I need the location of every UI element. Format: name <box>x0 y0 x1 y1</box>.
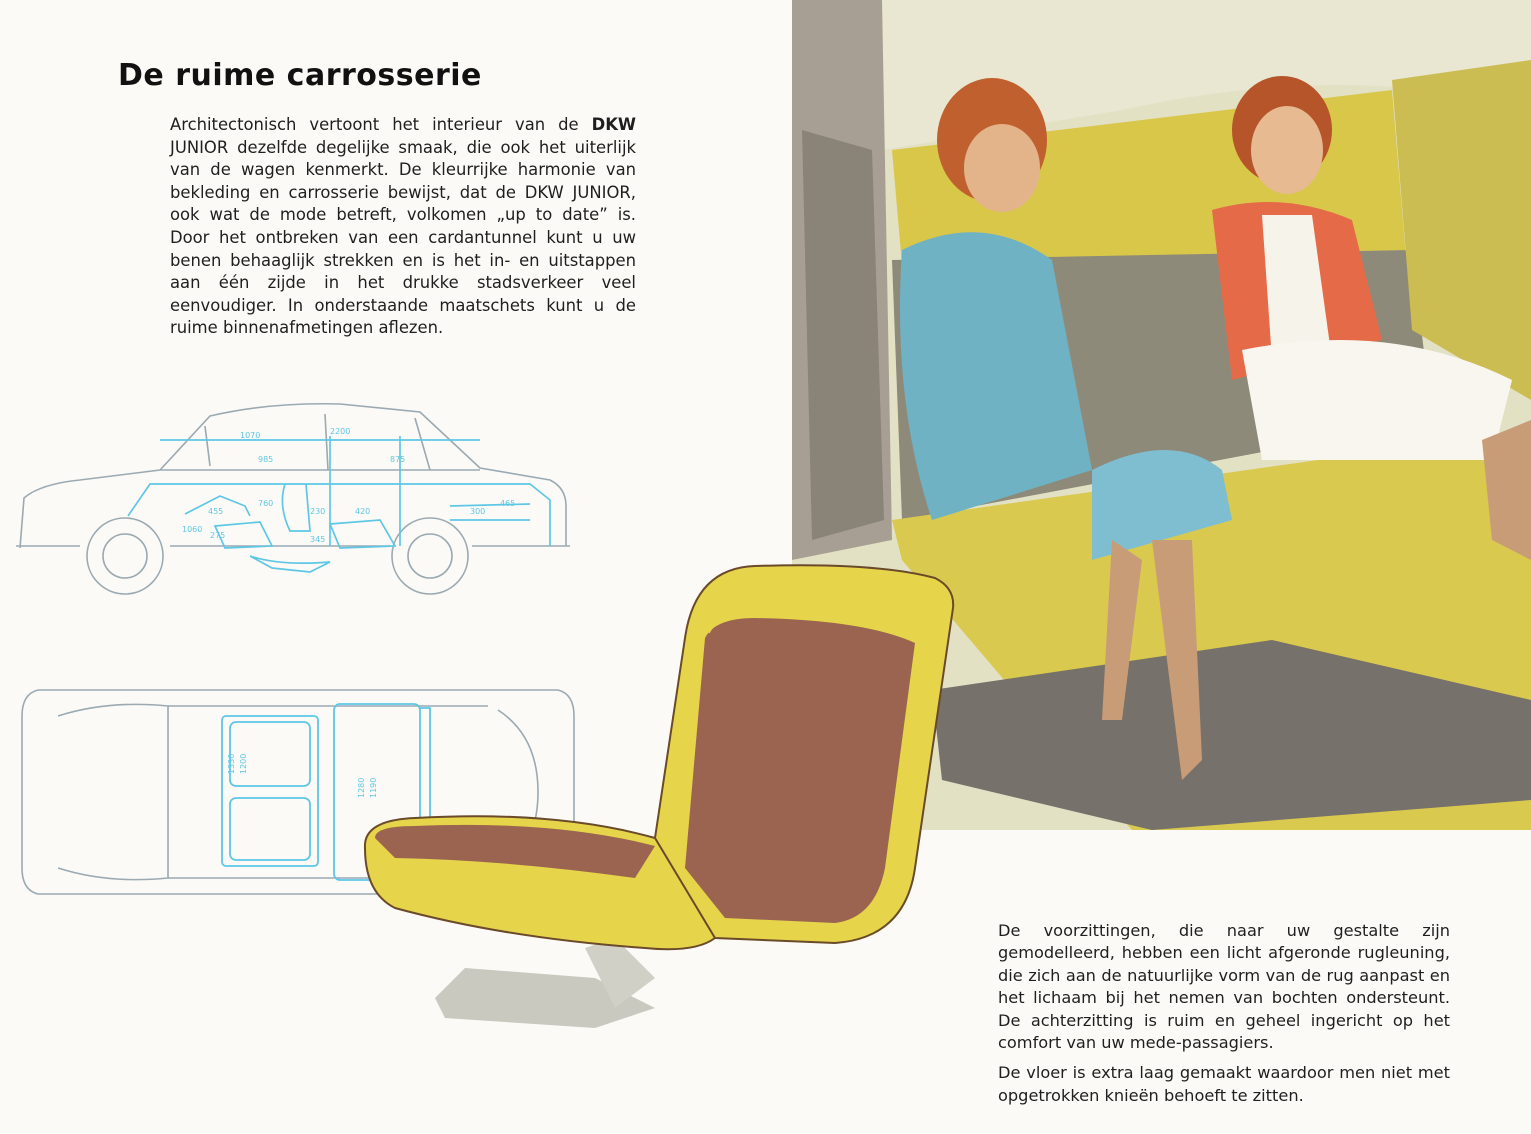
front-seat-illustration <box>355 548 955 1028</box>
dim-label: 1200 <box>239 753 248 774</box>
dim-label: 300 <box>470 507 486 516</box>
dim-label: 455 <box>208 507 224 516</box>
dim-label: 465 <box>500 499 516 508</box>
intro-text-start: Architectonisch vertoont het interieur van de <box>170 115 592 134</box>
dim-label: 760 <box>258 499 274 508</box>
dim-label: 875 <box>390 455 406 464</box>
intro-text-rest: JUNIOR dezelfde degelijke smaak, die ook het uiterlijk van de wagen kenmerkt. De kleurrijke harmonie van bekleding en carrosserie bewijst, dat de DKW JUNIOR, ook wat de mode betreft, volkomen „up to date” is. Door het ontbreken van een cardantunnel kunt u uw benen behaaglijk strekken en is het in- en uitstappen aan één zijde in het drukke stadsverkeer veel eenvoudiger. In onderstaande maatschets kunt u de ruime binnenafmetingen aflezen. <box>170 137 636 338</box>
page-title: De ruime carrosserie <box>118 58 482 93</box>
dim-label: 345 <box>310 535 326 544</box>
dim-label: 230 <box>310 507 326 516</box>
dim-label: 1280 <box>357 777 366 798</box>
dim-label: 1330 <box>227 753 236 774</box>
seat-caption <box>998 920 1450 1115</box>
dim-label: 275 <box>210 531 226 540</box>
brand-name: DKW <box>591 115 636 134</box>
dim-label: 1070 <box>240 431 261 440</box>
caption-paragraph-2: De vloer is extra laag gemaakt waardoor men niet met opgetrokken knieën behoeft te zitten. <box>998 1063 1450 1105</box>
dim-label: 420 <box>355 507 371 516</box>
intro-paragraph <box>170 114 636 340</box>
caption-paragraph-1: De voorzittingen, die naar uw gestalte zijn gemodelleerd, hebben een licht afgeronde rugleuning, die zich aan de natuurlijke vorm van de rug aanpast en het lichaam bij het nemen van bochten ondersteunt. De achterzitting is ruim en geheel ingericht op het comfort van uw mede-passagiers. <box>998 921 1450 1053</box>
dim-label: 1060 <box>182 525 203 534</box>
dim-label: 1190 <box>369 777 378 798</box>
dim-label: 985 <box>258 455 274 464</box>
dim-label: 2200 <box>330 427 351 436</box>
